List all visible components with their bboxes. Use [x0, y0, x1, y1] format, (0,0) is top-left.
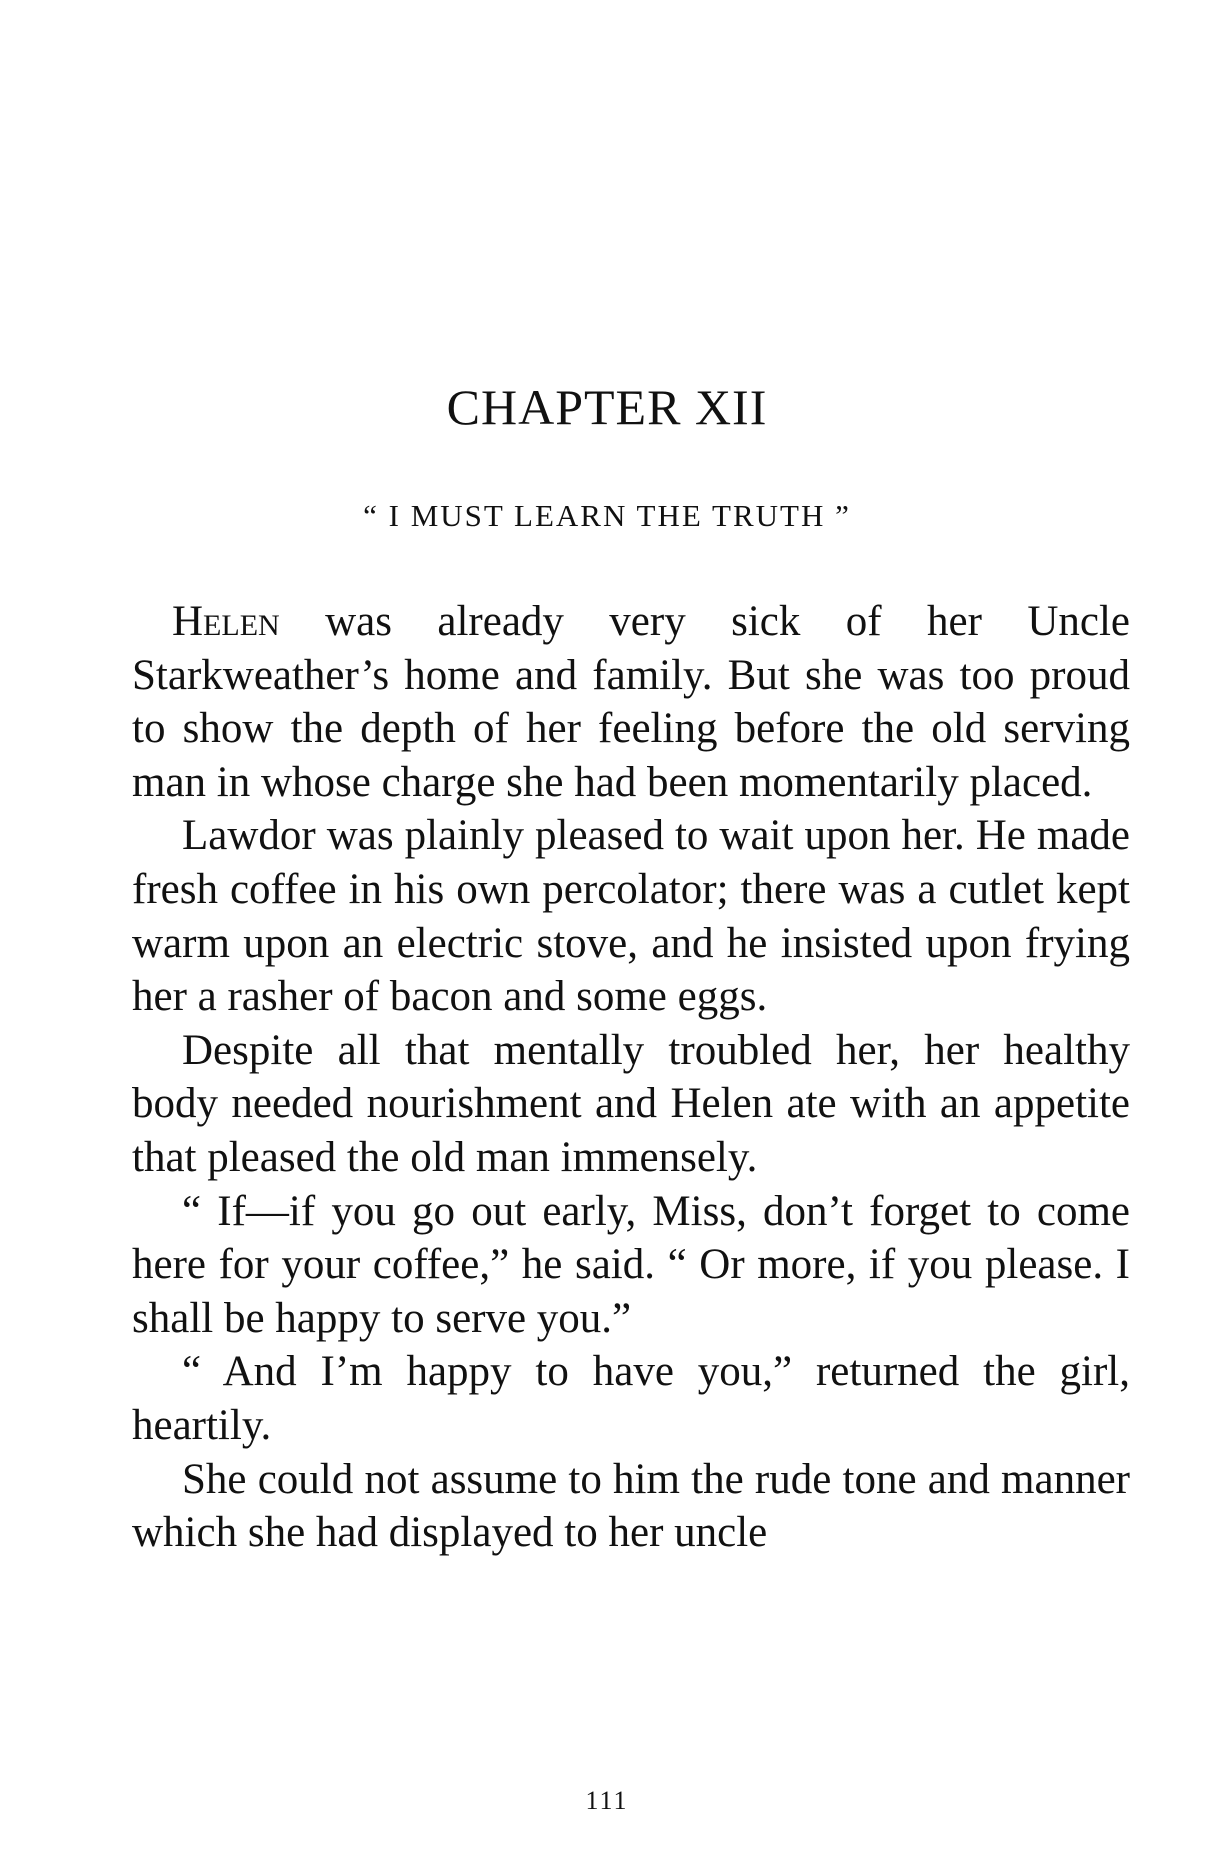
- page-number: 111: [585, 1786, 629, 1815]
- paragraph-4: “ If—if you go out early, Miss, don’t forget to come here for your coffee,” he said. “ Or more, if you please. I shall be happy to serve you.”: [132, 1187, 1130, 1342]
- chapter-subtitle: “ I MUST LEARN THE TRUTH ”: [363, 498, 851, 533]
- paragraph-3: Despite all that mentally troubled her, her healthy body needed nourishment and Helen ate with an appetite that pleased the old man immensely.: [132, 1026, 1130, 1181]
- body-text: [132, 595, 1130, 1560]
- paragraph-6: She could not assume to him the rude tone and manner which she had displayed to her uncle: [132, 1455, 1130, 1557]
- chapter-title: CHAPTER XII: [446, 379, 768, 435]
- paragraph-5: “ And I’m happy to have you,” returned the girl, heartily.: [132, 1348, 1130, 1449]
- paragraph-1: [132, 595, 1130, 809]
- paragraph-text: was already very sick of her Uncle Starkweather’s home and family. But she was too proud to show the depth of her feeling before the old serving man in whose charge she had been momentarily placed.: [132, 598, 1130, 806]
- lead-word: Helen: [172, 598, 280, 645]
- paragraph-2: Lawdor was plainly pleased to wait upon her. He made fresh coffee in his own percolator; there was a cutlet kept warm upon an electric stove, and he insisted upon frying her a rasher of bacon and some eggs.: [132, 812, 1130, 1021]
